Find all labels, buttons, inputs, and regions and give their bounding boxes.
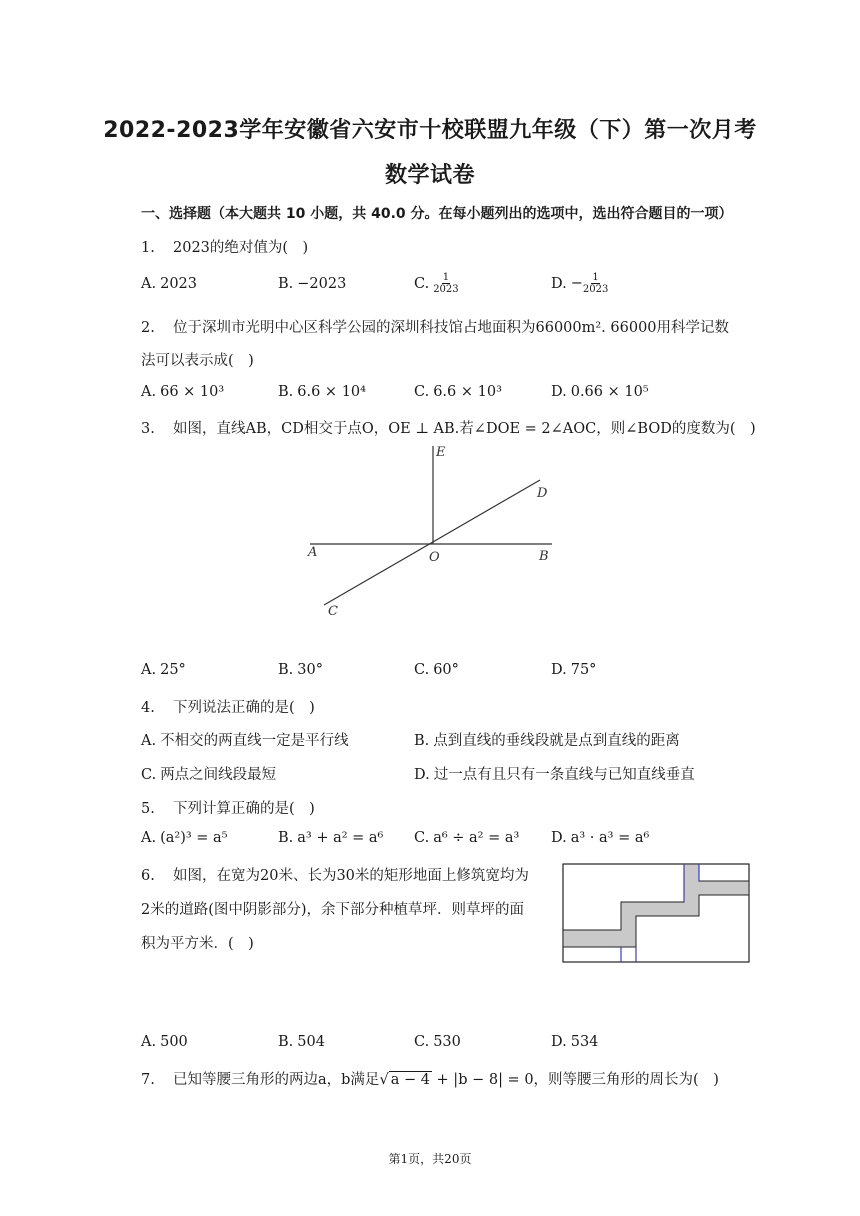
line-cd [324, 480, 540, 605]
q6-option-b: B. 504 [278, 1034, 325, 1050]
fraction: $\frac{1}{2023}$ [582, 272, 609, 295]
q3-option-b: B. 30° [278, 662, 323, 678]
q5-option-b: B. a³ + a² = a⁶ [278, 830, 384, 846]
q4-option-a: A. 不相交的两直线一定是平行线 [141, 733, 349, 749]
q5-option-d: D. a³ · a³ = a⁶ [551, 830, 650, 846]
q3-option-a: A. 25° [141, 662, 186, 678]
q5-option-c: C. a⁶ ÷ a² = a³ [414, 830, 520, 846]
page-subtitle: 数学试卷 [384, 163, 475, 188]
question-text: 2023的绝对值为( ) [173, 240, 309, 256]
q6-option-c: C. 530 [414, 1034, 461, 1050]
question-5: 5. 下列计算正确的是( ) [141, 801, 315, 817]
q3-option-c: C. 60° [414, 662, 459, 678]
square-root: a − 4 [390, 1072, 430, 1088]
label-o: O [429, 550, 440, 565]
question-3: 3. 如图，直线AB，CD相交于点O，OE ⊥ AB.若∠DOE = 2∠AOC，则∠BOD的度数为( ) [141, 421, 756, 437]
page-title: 2022-2023学年安徽省六安市十校联盟九年级（下）第一次月考 [103, 118, 757, 143]
page-footer: 第1页，共20页 [388, 1152, 472, 1166]
label-b: B [539, 549, 549, 564]
section-heading: 一、选择题（本大题共 10 小题，共 40.0 分。在每小题列出的选项中，选出符合题目的一项） [141, 206, 733, 222]
question-2: 2. 位于深圳市光明中心区科学公园的深圳科技馆占地面积为66000m². 66000用科学记数 [141, 320, 730, 336]
q5-option-a: A. (a²)³ = a⁵ [141, 830, 228, 846]
question-6-cont: 2米的道路(图中阴影部分)，余下部分种植草坪．则草坪的面 [141, 902, 525, 918]
question-4: 4. 下列说法正确的是( ) [141, 700, 315, 716]
q6-figure [562, 863, 752, 965]
question-number: 1. [141, 240, 155, 256]
question-2-cont: 法可以表示成( ) [141, 353, 254, 369]
q6-option-d: D. 534 [551, 1034, 599, 1050]
q4-option-c: C. 两点之间线段最短 [141, 767, 277, 783]
label-a: A [308, 545, 318, 560]
label-e: E [436, 445, 446, 460]
q3-figure [300, 440, 570, 625]
fraction: $\frac{1}{2023}$ [433, 272, 459, 295]
question-1 [141, 236, 308, 257]
q2-option-a: A. 66 × 10³ [141, 384, 225, 400]
label-d: D [537, 486, 548, 501]
q1-option-b: B. −2023 [278, 276, 347, 292]
q4-option-d: D. 过一点有且只有一条直线与已知直线垂直 [414, 767, 695, 783]
q3-option-d: D. 75° [551, 662, 597, 678]
q2-option-c: C. 6.6 × 10³ [414, 384, 502, 400]
q1-option-c: C. $\frac{1}{2023}$ [414, 272, 459, 295]
question-6: 6. 如图，在宽为20米、长为30米的矩形地面上修筑宽均为 [141, 868, 529, 884]
q6-option-a: A. 500 [141, 1034, 188, 1050]
q4-option-b: B. 点到直线的垂线段就是点到直线的距离 [414, 733, 680, 749]
q2-option-b: B. 6.6 × 10⁴ [278, 384, 366, 400]
q1-option-d: D. − $\frac{1}{2023}$ [551, 272, 609, 295]
label-c: C [328, 604, 338, 619]
question-7: 7. 已知等腰三角形的两边a，b满足√ a − 4 + |b − 8| = 0，则等腰三角形的周长为( ) [141, 1072, 719, 1088]
q1-option-a: A. 2023 [141, 276, 197, 292]
q2-option-d: D. 0.66 × 10⁵ [551, 384, 649, 400]
question-6-cont2: 积为平方米．( ) [141, 936, 254, 952]
